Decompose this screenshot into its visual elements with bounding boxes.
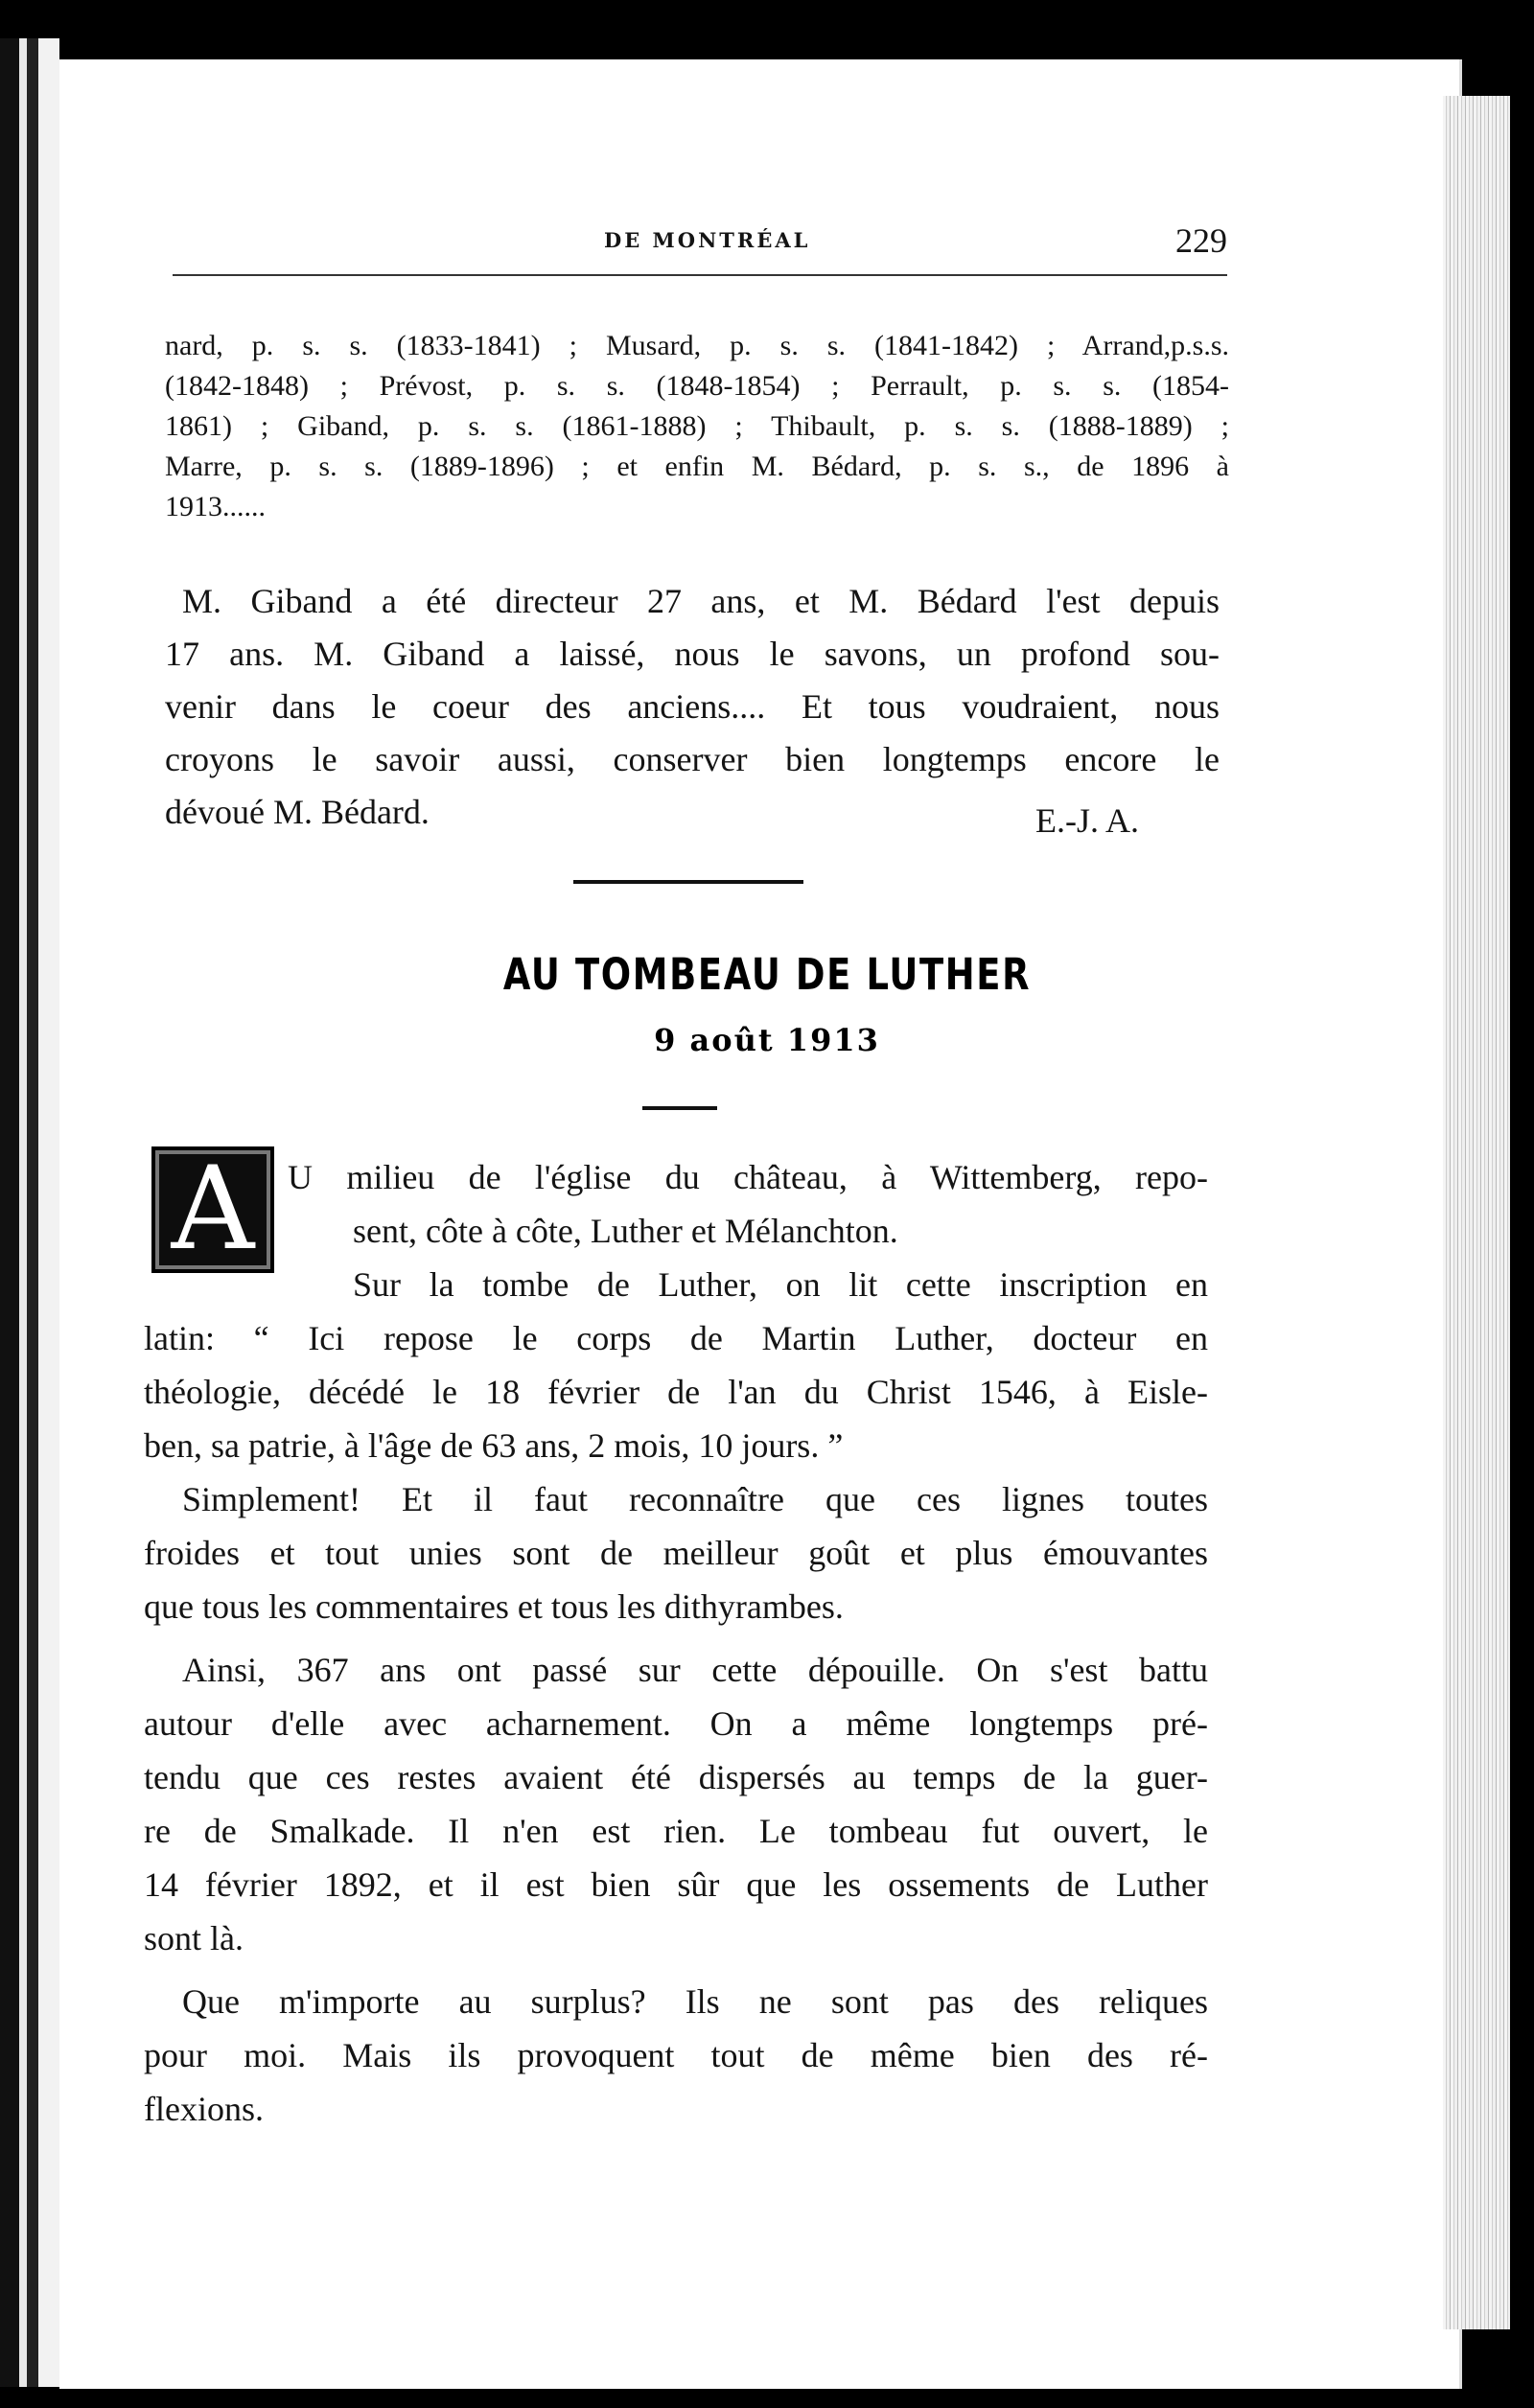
body-line: ben, sa patrie, à l'âge de 63 ans, 2 mois, 10 jours. ”	[144, 1426, 844, 1465]
body-line: Simplement! Et il faut reconnaître que ces lignes toutes	[182, 1480, 1208, 1518]
paragraph-line: M. Giband a été directeur 27 ans, et M. Bédard l'est depuis	[182, 582, 1220, 620]
body-line: Ainsi, 367 ans ont passé sur cette dépouille. On s'est battu	[182, 1651, 1208, 1689]
body-line: sont là.	[144, 1919, 244, 1957]
body-line: tendu que ces restes avaient été dispersés au temps de la guer-	[144, 1758, 1208, 1796]
paragraph-line: 17 ans. M. Giband a laissé, nous le savons, un profond sou-	[165, 635, 1220, 673]
note-line: (1842-1848) ; Prévost, p. s. s. (1848-1854) ; Perrault, p. s. s. (1854-	[165, 370, 1229, 402]
body-line: Que m'importe au surplus? Ils ne sont pas des reliques	[182, 1982, 1208, 2021]
signature-initials: E.-J. A.	[1035, 801, 1139, 840]
body-line: latin: “ Ici repose le corps de Martin Luther, docteur en	[144, 1319, 1208, 1357]
body-line: Sur la tombe de Luther, on lit cette inscription en	[353, 1265, 1208, 1304]
running-title: DE MONTRÉAL	[604, 228, 811, 252]
note-line: Marre, p. s. s. (1889-1896) ; et enfin M. Bédard, p. s. s., de 1896 à	[165, 451, 1229, 482]
title-divider	[642, 1106, 717, 1110]
body-line: sent, côte à côte, Luther et Mélanchton.	[353, 1212, 898, 1250]
dropcap-letter: A	[151, 1146, 274, 1273]
paragraph-line: venir dans le coeur des anciens.... Et tous voudraient, nous	[165, 687, 1220, 726]
page-number: 229	[1175, 221, 1227, 260]
book-spine	[0, 38, 59, 2387]
note-line: nard, p. s. s. (1833-1841) ; Musard, p. s. s. (1841-1842) ; Arrand,p.s.s.	[165, 330, 1229, 361]
body-line: flexions.	[144, 2090, 264, 2128]
section-divider	[573, 880, 803, 884]
running-head	[144, 220, 1227, 288]
body-line: autour d'elle avec acharnement. On a même longtemps pré-	[144, 1704, 1208, 1743]
paragraph-line: croyons le savoir aussi, conserver bien longtemps encore le	[165, 740, 1220, 778]
body-line: re de Smalkade. Il n'en est rien. Le tombeau fut ouvert, le	[144, 1812, 1208, 1850]
body-line: que tous les commentaires et tous les dithyrambes.	[144, 1587, 844, 1626]
body-line: pour moi. Mais ils provoquent tout de même bien des ré-	[144, 2036, 1208, 2074]
body-line: théologie, décédé le 18 février de l'an du Christ 1546, à Eisle-	[144, 1373, 1208, 1411]
body-line: froides et tout unies sont de meilleur goût et plus émouvantes	[144, 1534, 1208, 1572]
paragraph-line: dévoué M. Bédard.	[165, 793, 430, 831]
note-line: 1913......	[165, 491, 266, 522]
body-line: U milieu de l'église du château, à Wittemberg, repo-	[288, 1158, 1208, 1196]
article-body	[144, 1150, 1208, 2136]
footnote-text	[165, 326, 1229, 527]
article-date: 9 août 1913	[654, 1022, 880, 1058]
body-line: 14 février 1892, et il est bien sûr que les ossements de Luther	[144, 1865, 1208, 1904]
closing-paragraph	[165, 575, 1220, 839]
page-edges	[1443, 96, 1510, 2329]
note-line: 1861) ; Giband, p. s. s. (1861-1888) ; Thibault, p. s. s. (1888-1889) ;	[165, 410, 1229, 442]
article-title: AU TOMBEAU DE LUTHER	[502, 949, 1032, 1000]
header-rule	[173, 274, 1227, 276]
